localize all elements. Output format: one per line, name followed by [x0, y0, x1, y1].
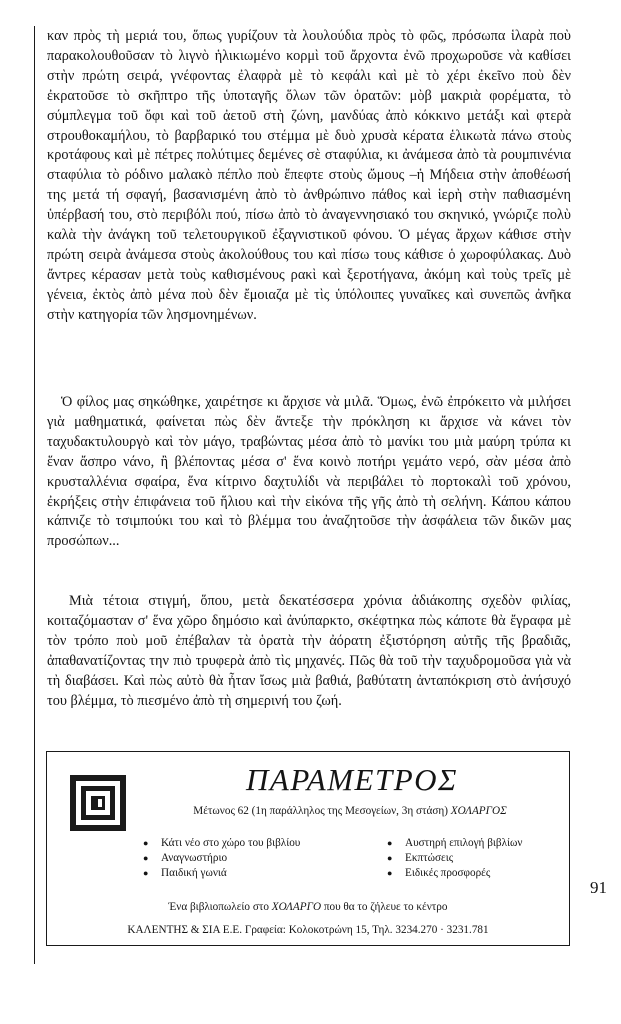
tagline-place: ΧΟΛΑΡΓΟ: [271, 901, 322, 913]
body-paragraph-2: [47, 393, 571, 552]
list-item: ● Ειδικές προσφορές: [387, 866, 522, 881]
margin-rule: [34, 26, 35, 964]
body-paragraph-1: [47, 27, 571, 326]
list-item: ● Αναγνωστήριο: [143, 851, 300, 866]
address-place: ΧΟΛΑΡΓΟΣ: [450, 805, 507, 817]
body-paragraph-3: [47, 592, 571, 711]
tagline-after: που θα το ζήλευε το κέντρο: [323, 901, 448, 913]
list-item: ● Κάτι νέο στο χώρο του βιβλίου: [143, 836, 300, 851]
paragraph-text: Ὁ φίλος μας σηκώθηκε, χαιρέτησε κι ἄρχισε νὰ μιλᾶ. Ὅμως, ἐνῶ ἐπρόκειτο νὰ μιλήσει γιὰ μαθηματικά, φαίνεται πὼς δὲν ἄντεξε τὴν πρόκληση κι ἄρχισε νὰ κάνει τὸν ταχυδακτυλουργὸ καὶ τὸν μάγο, τραβώντας μέσα ἀπὸ τὸ μανίκι του μιὰ μαύρη τρύπα κι ἕναν ἄσπρο νάνο, ἢ βλέποντας μέσα σ' ἕνα κοινὸ ποτήρι γεμάτο νερό, σὰν μέσα ἀπὸ κρυσταλλένια σφαίρα, ἕνα κίτρινο δαχτυλίδι νὰ περιβάλει τὸ πορτοκαλὶ τοῦ χρόνου, ἐκρήξεις στὴν ἐπιφάνεια τοῦ ἥλιου καὶ τὴν εἰκόνα τῆς γῆς ἀπὸ τὴ σελήνη. Κάπου κάπου κάπνιζε τὸ τσιμπούκι του καὶ τὸ βλέμμα του ἀναζητοῦσε τὴν ἀσφάλεια τῶν δικῶν μας προσώπων...: [47, 394, 571, 550]
paragraph-text: καν πρὸς τὴ μεριά του, ὅπως γυρίζουν τὰ λουλούδια πρὸς τὸ φῶς, πρόσωπα ἱλαρὰ ποὺ παρακολουθοῦσαν τὸ λιγνὸ ἡλικιωμένο κορμὶ τοῦ ἄρχοντα ἐνῶ προχωροῦσε νὰ καθίσει στὴν πρώτη σειρά, γνέφοντας ἐλαφρὰ μὲ τὸ κεφάλι καὶ μὲ τὸ χέρι ἐκεῖνο ποὺ δὲν ἐκρατοῦσε τὸ σκῆπτρο τῆς ὑποταγῆς ὅλων τῶν ὁρατῶν: μὸβ μακριὰ φορέματα, τὸ σύμπλεγμα τοῦ ὄφι καὶ τοῦ ἀετοῦ στὴ ζώνη, μανδύας ἀπὸ κόκκινο μετάξι καὶ φτερὰ στρουθοκαμήλου, τὸ βαρβαρικό του στέμμα μὲ δυὸ χρυσὰ κέρατα ἑλικωτὰ πάνω στοὺς κροτάφους καὶ μὲ πέτρες πολύτιμες δεμένες σὲ σταφύλια, κι ἀνάμεσα ἀπὸ τὰ ρουμπινένια σταφύλια τὸ ρόδινο μαλακὸ πέπλο ποὺ ἔπεφτε στοὺς ὤμους –ἡ Μήδεια στὴν ἀποθέωσή της μετά τή σφαγή, βασανισμένη ἀπὸ τὸ ἀνθρώπινο πάθος καὶ ἱερὴ στὴν παθιασμένη ὑπέρβασή του, στὸ περιβόλι πού, πίσω ἀπὸ τὸ ἀναγεννησιακό του σκηνικό, γνώριζε πολὺ καλὰ τὴν ἀνάγκη τοῦ τελετουργικοῦ ἐξαγνιστικοῦ φόνου. Ὁ μέγας ἄρχων κάθισε στὴν πρώτη σειρὰ ἀνάμεσα στοὺς ἀκολούθους του καὶ πίσω τους κάθισε ὁ χωροφύλακας. Δυὸ ἄντρες κέρασαν μετὰ τοὺς καθισμένους ρακὶ καὶ ξεροτήγανα, ἀκόμη καὶ τοὺς τρεῖς μὲ γένεια, ἐκτὸς ἀπὸ μένα ποὺ δὲν ἔμοιαζα μὲ τὶς ὑπόλοιπες γυναῖκες καὶ συνεπῶς ἀνῆκα στὴν κατηγορία τῶν λησμονημένων.: [47, 28, 571, 323]
bookstore-tagline: [47, 901, 569, 913]
bookstore-address: [135, 805, 565, 817]
feature-list-right: [387, 836, 522, 881]
page-number: 91: [590, 878, 607, 897]
square-spiral-logo-icon: [70, 775, 126, 831]
list-item: ● Αυστηρή επιλογή βιβλίων: [387, 836, 522, 851]
list-item: ● Εκπτώσεις: [387, 851, 522, 866]
list-item: ● Παιδική γωνιά: [143, 866, 300, 881]
bookstore-contact: ΚΑΛΕΝΤΗΣ & ΣΙΑ Ε.Ε. Γραφεία: Κολοκοτρώνη 15, Τηλ. 3234.270 · 3231.781: [127, 924, 489, 936]
bookstore-advertisement: [46, 751, 570, 946]
tagline-before: Ένα βιβλιοπωλείο στο: [168, 901, 269, 913]
bookstore-name: ΠΑΡΑΜΕΤΡΟΣ: [246, 762, 458, 797]
paragraph-text: Μιὰ τέτοια στιγμή, ὅπου, μετὰ δεκατέσσερα χρόνια ἀδιάκοπης σχεδὸν φιλίας, κοιταζόμασταν σ' ἕνα χῶρο δημόσιο καὶ ἀνύπαρκτο, σκέφτηκα πὼς κάποτε θὰ ἔγραφα μὲ τὸν τρόπο ποὺ μοῦ ἐπέβαλαν τὰ ὁρατὰ τὴν ἀόρατη ἐξιστόρηση αὐτῆς τῆς βραδιᾶς, ἀπαθανατίζοντας την πιὸ τρυφερὰ ἀπὸ τὶς μηχανές. Πῶς θὰ τοῦ τὴν ταχυδρομοῦσα γιὰ νὰ τὴ διαβάσει. Καὶ πὼς αὐτὸ θὰ ἦταν ἴσως μιὰ βαθιά, βαθύτατη ἀνταπόκριση στὸ ἀνήσυχό του βλέμμα, τὸ πιεσμένο ἀπὸ τὴ σημερινή του ζωή.: [47, 593, 571, 709]
feature-list-left: [143, 836, 300, 881]
address-text: Μέτωνος 62 (1η παράλληλος της Μεσογείων, 3η στάση): [193, 805, 448, 817]
